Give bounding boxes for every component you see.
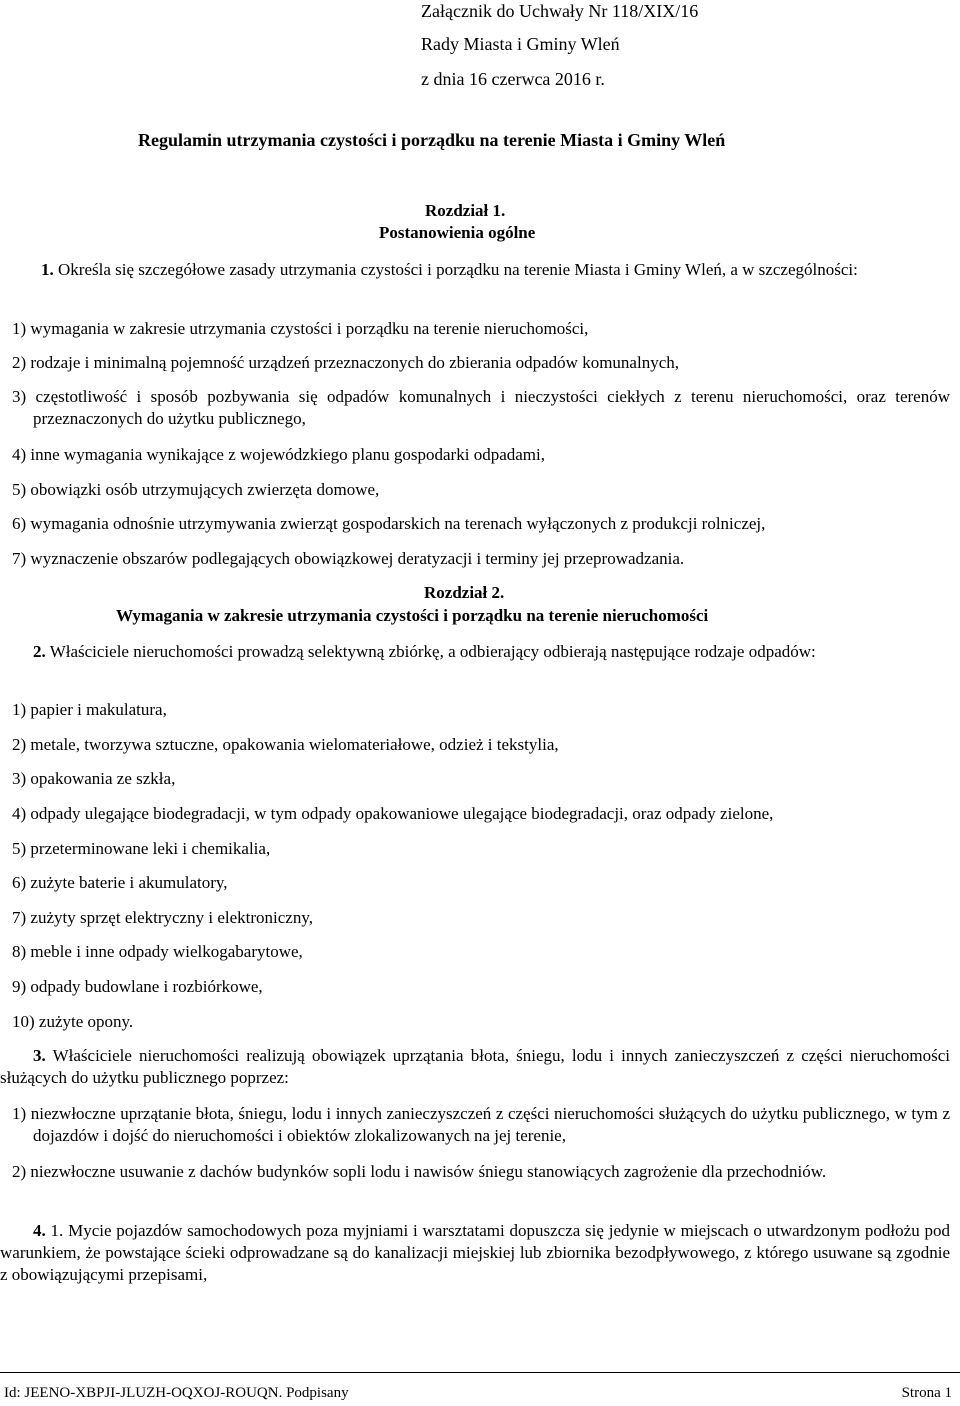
- paragraph-1-text: Określa się szczegółowe zasady utrzymania czystości i porządku na terenie Miasta i Gminy Wleń, a w szczególności:: [53, 260, 858, 279]
- paragraph-2-item: 6) zużyte baterie i akumulatory,: [12, 873, 228, 892]
- paragraph-2-item: 5) przeterminowane leki i chemikalia,: [12, 839, 271, 858]
- paragraph-3: [0, 1045, 950, 1089]
- paragraph-1-item: 5) obowiązki osób utrzymujących zwierzęta domowe,: [12, 480, 380, 499]
- paragraph-2-item: 1) papier i makulatura,: [12, 700, 167, 719]
- footer-document-id: Id: JEENO-XBPJI-JLUZH-OQXOJ-ROUQN. Podpisany: [4, 1385, 349, 1401]
- paragraph-2-item: 4) odpady ulegające biodegradacji, w tym odpady opakowaniowe ulegające biodegradacji, oraz odpady zielone,: [12, 804, 774, 823]
- chapter-2-label: Rozdział 2.: [424, 583, 505, 602]
- paragraph-1: [0, 259, 950, 281]
- paragraph-1-item: 4) inne wymagania wynikające z wojewódzkiego planu gospodarki odpadami,: [12, 445, 545, 464]
- chapter-1-title: Postanowienia ogólne: [379, 223, 536, 242]
- footer-divider: [0, 1372, 960, 1373]
- paragraph-3-item: 1) niezwłoczne uprzątanie błota, śniegu, lodu i innych zanieczyszczeń z części nieruchomości służących do użytku publicznego, w tym z dojazdów i dojść do nieruchomości i obiektów zlokalizowanych na jej terenie,: [12, 1104, 950, 1145]
- paragraph-4-text: 1. Mycie pojazdów samochodowych poza myjniami i warsztatami dopuszcza się jedynie w miejscach o utwardzonym podłożu pod warunkiem, że powstające ścieki odprowadzane są do kanalizacji miejskiej lub zbiornika bezodpływowego, z którego usuwane są zgodnie z obowiązującymi przepisami,: [0, 1221, 950, 1284]
- attachment-header-line-3: z dnia 16 czerwca 2016 r.: [421, 69, 605, 89]
- attachment-header-line-2: Rady Miasta i Gminy Wleń: [421, 34, 620, 54]
- paragraph-3-item: 2) niezwłoczne usuwanie z dachów budynków sopli lodu i nawisów śniegu stanowiących zagrożenie dla przechodniów.: [12, 1162, 827, 1181]
- paragraph-1-number: 1.: [41, 260, 54, 279]
- paragraph-2-item: 2) metale, tworzywa sztuczne, opakowania wielomateriałowe, odzież i tekstylia,: [12, 735, 559, 754]
- paragraph-2: [0, 641, 950, 663]
- paragraph-2-text: Właściciele nieruchomości prowadzą selektywną zbiórkę, a odbierający odbierają następujące rodzaje odpadów:: [45, 642, 816, 661]
- paragraph-3-number: 3.: [33, 1046, 46, 1065]
- chapter-2-title: Wymagania w zakresie utrzymania czystości i porządku na terenie nieruchomości: [116, 606, 709, 625]
- paragraph-4: [0, 1220, 950, 1286]
- paragraph-2-item: 3) opakowania ze szkła,: [12, 769, 176, 788]
- paragraph-2-item: 10) zużyte opony.: [12, 1012, 134, 1031]
- paragraph-2-item: 8) meble i inne odpady wielkogabarytowe,: [12, 942, 303, 961]
- chapter-1-label: Rozdział 1.: [425, 201, 506, 220]
- paragraph-2-item: 7) zużyty sprzęt elektryczny i elektroniczny,: [12, 908, 313, 927]
- paragraph-1-item: 7) wyznaczenie obszarów podlegających obowiązkowej deratyzacji i terminy jej przeprowadzania.: [12, 549, 685, 568]
- paragraph-1-item: 6) wymagania odnośnie utrzymywania zwierząt gospodarskich na terenach wyłączonych z produkcji rolniczej,: [12, 514, 766, 533]
- paragraph-2-item: 9) odpady budowlane i rozbiórkowe,: [12, 977, 263, 996]
- paragraph-4-number: 4.: [33, 1221, 46, 1240]
- paragraph-1-item: 1) wymagania w zakresie utrzymania czystości i porządku na terenie nieruchomości,: [12, 319, 589, 338]
- paragraph-1-item: 2) rodzaje i minimalną pojemność urządzeń przeznaczonych do zbierania odpadów komunalnych,: [12, 353, 679, 372]
- paragraph-2-number: 2.: [33, 642, 46, 661]
- footer-page-number: Strona 1: [901, 1385, 952, 1401]
- document-title: Regulamin utrzymania czystości i porządku na terenie Miasta i Gminy Wleń: [138, 130, 726, 150]
- paragraph-1-item: 3) częstotliwość i sposób pozbywania się odpadów komunalnych i nieczystości ciekłych z terenu nieruchomości, oraz terenów przeznaczonych do użytku publicznego,: [12, 387, 950, 428]
- attachment-header-line-1: Załącznik do Uchwały Nr 118/XIX/16: [421, 1, 699, 21]
- paragraph-3-text: Właściciele nieruchomości realizują obowiązek uprzątania błota, śniegu, lodu i innych zanieczyszczeń z części nieruchomości służących do użytku publicznego poprzez:: [0, 1046, 950, 1087]
